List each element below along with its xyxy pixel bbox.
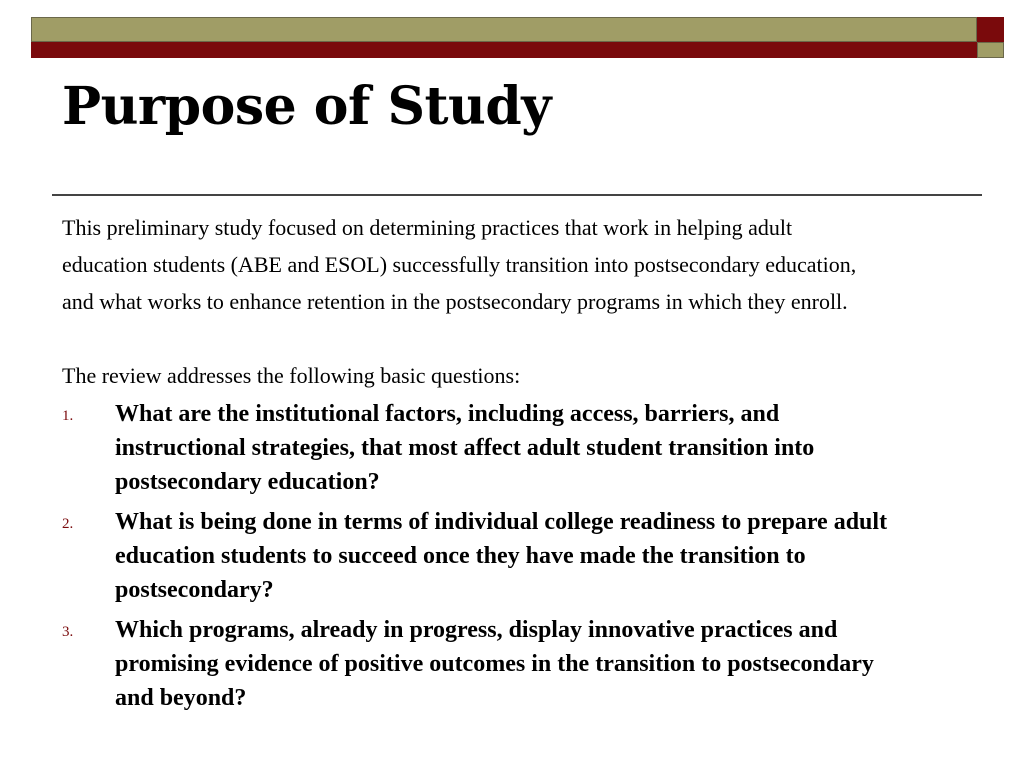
- questions-list: [62, 397, 892, 721]
- question-number: 3.: [62, 624, 74, 640]
- question-text: Which programs, already in progress, display innovative practices and promising evidence of positive outcomes in the transition to postsecondary and beyond?: [115, 617, 874, 711]
- question-number: 2.: [62, 516, 74, 532]
- header-corner-olive: [977, 42, 1004, 58]
- header-corner-maroon: [977, 17, 1004, 42]
- question-item-1: [62, 397, 892, 499]
- question-item-2: [62, 505, 892, 607]
- title-divider: [52, 194, 982, 196]
- intro-paragraph: This preliminary study focused on determining practices that work in helping adult education students (ABE and ESOL) successfully transition into postsecondary education, and what works to enhance retention in the postsecondary programs in which they enroll.: [62, 215, 857, 314]
- questions-lead-in: The review addresses the following basic questions:: [62, 363, 521, 388]
- question-number: 1.: [62, 408, 74, 424]
- question-text: What is being done in terms of individual college readiness to prepare adult education students to succeed once they have made the transition to postsecondary?: [115, 509, 888, 603]
- slide-title: Purpose of Study: [62, 76, 551, 137]
- question-item-3: [62, 613, 892, 715]
- question-text: What are the institutional factors, including access, barriers, and instructional strategies, that most affect adult student transition into postsecondary education?: [115, 401, 815, 495]
- header-band-maroon: [31, 42, 977, 58]
- header-band-olive: [31, 17, 977, 42]
